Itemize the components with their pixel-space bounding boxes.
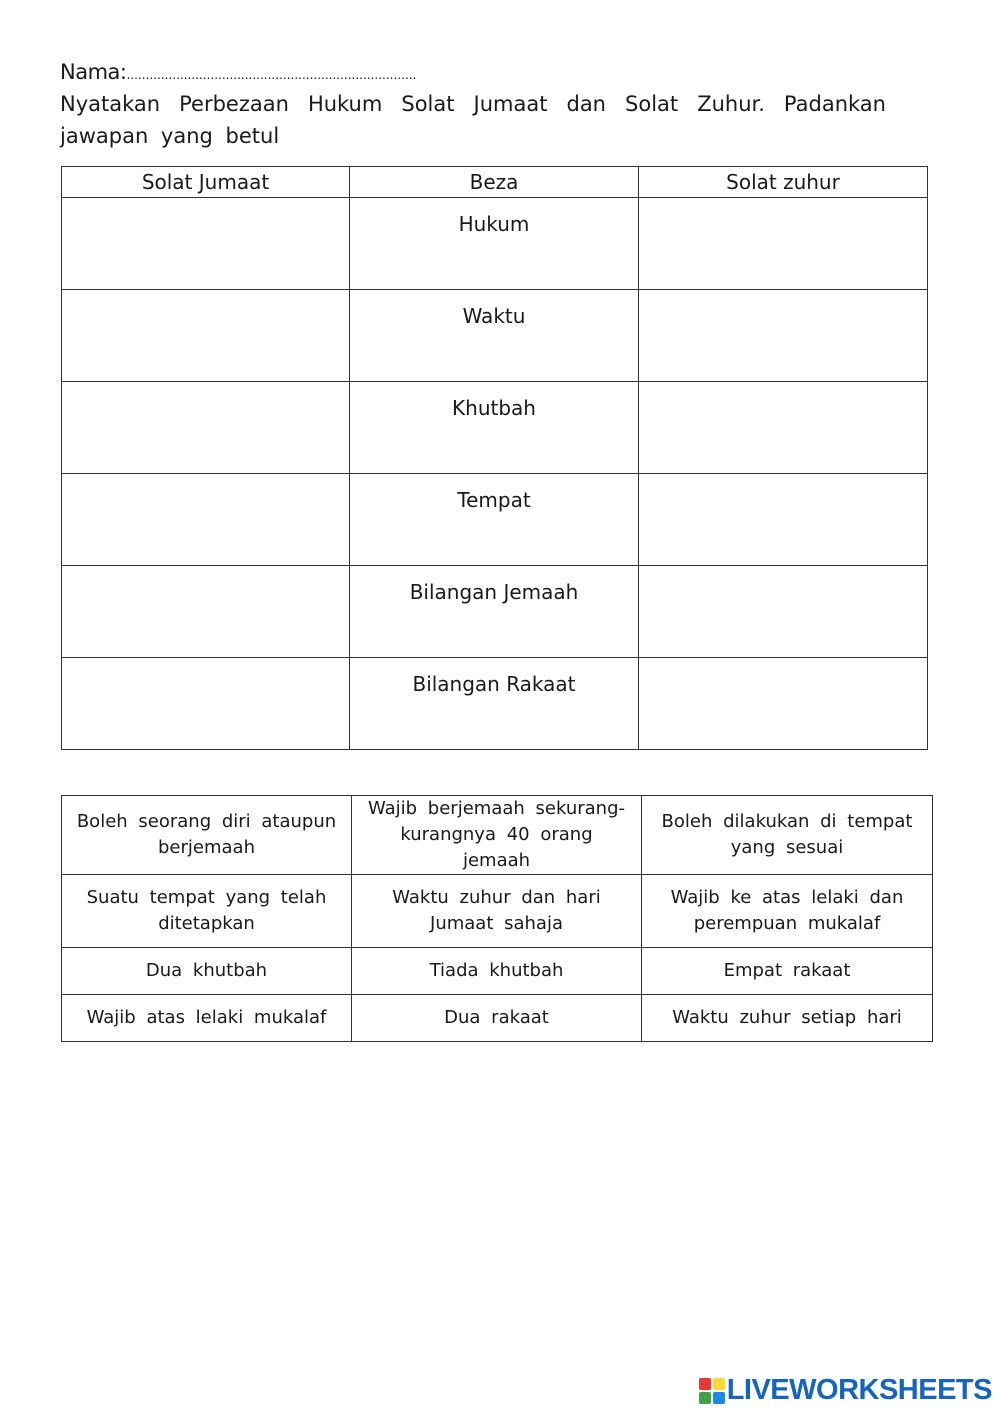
beza-label: Hukum bbox=[350, 198, 639, 290]
name-dots: ............................................................................ bbox=[126, 68, 417, 82]
instruction-text: Nyatakan Perbezaan Hukum Solat Jumaat dan Solat Zuhur. Padankan jawapan yang betul bbox=[60, 92, 886, 148]
zuhur-drop-zone[interactable] bbox=[639, 474, 928, 566]
comparison-row bbox=[62, 198, 928, 290]
name-label: Nama: bbox=[60, 60, 127, 84]
answer-option[interactable]: Wajib berjemaah sekurang-kurangnya 40 orang jemaah bbox=[352, 796, 642, 875]
jumaat-drop-zone[interactable] bbox=[62, 382, 350, 474]
beza-label: Khutbah bbox=[350, 382, 639, 474]
answer-option[interactable]: Suatu tempat yang telah ditetapkan bbox=[62, 875, 352, 948]
beza-label: Tempat bbox=[350, 474, 639, 566]
answer-option[interactable]: Empat rakaat bbox=[642, 948, 933, 995]
zuhur-drop-zone[interactable] bbox=[639, 658, 928, 750]
liveworksheets-branding[interactable] bbox=[699, 1374, 992, 1407]
answer-row bbox=[62, 875, 933, 948]
comparison-header-row bbox=[62, 167, 928, 198]
zuhur-drop-zone[interactable] bbox=[639, 566, 928, 658]
answer-option[interactable]: Boleh dilakukan di tempat yang sesuai bbox=[642, 796, 933, 875]
comparison-row bbox=[62, 382, 928, 474]
header-solat-jumaat: Solat Jumaat bbox=[62, 167, 350, 198]
answer-row bbox=[62, 948, 933, 995]
answer-option[interactable]: Waktu zuhur setiap hari bbox=[642, 995, 933, 1042]
name-field bbox=[60, 60, 416, 84]
answer-option[interactable]: Wajib ke atas lelaki dan perempuan mukalaf bbox=[642, 875, 933, 948]
header-solat-zuhur: Solat zuhur bbox=[639, 167, 928, 198]
jumaat-drop-zone[interactable] bbox=[62, 658, 350, 750]
jumaat-drop-zone[interactable] bbox=[62, 474, 350, 566]
zuhur-drop-zone[interactable] bbox=[639, 382, 928, 474]
jumaat-drop-zone[interactable] bbox=[62, 198, 350, 290]
beza-label: Bilangan Rakaat bbox=[350, 658, 639, 750]
beza-label: Bilangan Jemaah bbox=[350, 566, 639, 658]
beza-label: Waktu bbox=[350, 290, 639, 382]
answer-option[interactable]: Waktu zuhur dan hari Jumaat sahaja bbox=[352, 875, 642, 948]
comparison-row bbox=[62, 474, 928, 566]
answer-option[interactable]: Boleh seorang diri ataupun berjemaah bbox=[62, 796, 352, 875]
answer-option[interactable]: Dua khutbah bbox=[62, 948, 352, 995]
comparison-table bbox=[61, 166, 928, 750]
comparison-row bbox=[62, 658, 928, 750]
answer-row bbox=[62, 995, 933, 1042]
comparison-row bbox=[62, 290, 928, 382]
answer-options-table bbox=[61, 795, 933, 1042]
zuhur-drop-zone[interactable] bbox=[639, 290, 928, 382]
answer-option[interactable]: Dua rakaat bbox=[352, 995, 642, 1042]
answer-option[interactable]: Wajib atas lelaki mukalaf bbox=[62, 995, 352, 1042]
header-beza: Beza bbox=[350, 167, 639, 198]
jumaat-drop-zone[interactable] bbox=[62, 290, 350, 382]
answer-row bbox=[62, 796, 933, 875]
comparison-row bbox=[62, 566, 928, 658]
jumaat-drop-zone[interactable] bbox=[62, 566, 350, 658]
liveworksheets-wordmark: LIVEWORKSHEETS bbox=[726, 1374, 992, 1406]
answer-option[interactable]: Tiada khutbah bbox=[352, 948, 642, 995]
zuhur-drop-zone[interactable] bbox=[639, 198, 928, 290]
liveworksheets-logo-icon bbox=[699, 1378, 725, 1404]
